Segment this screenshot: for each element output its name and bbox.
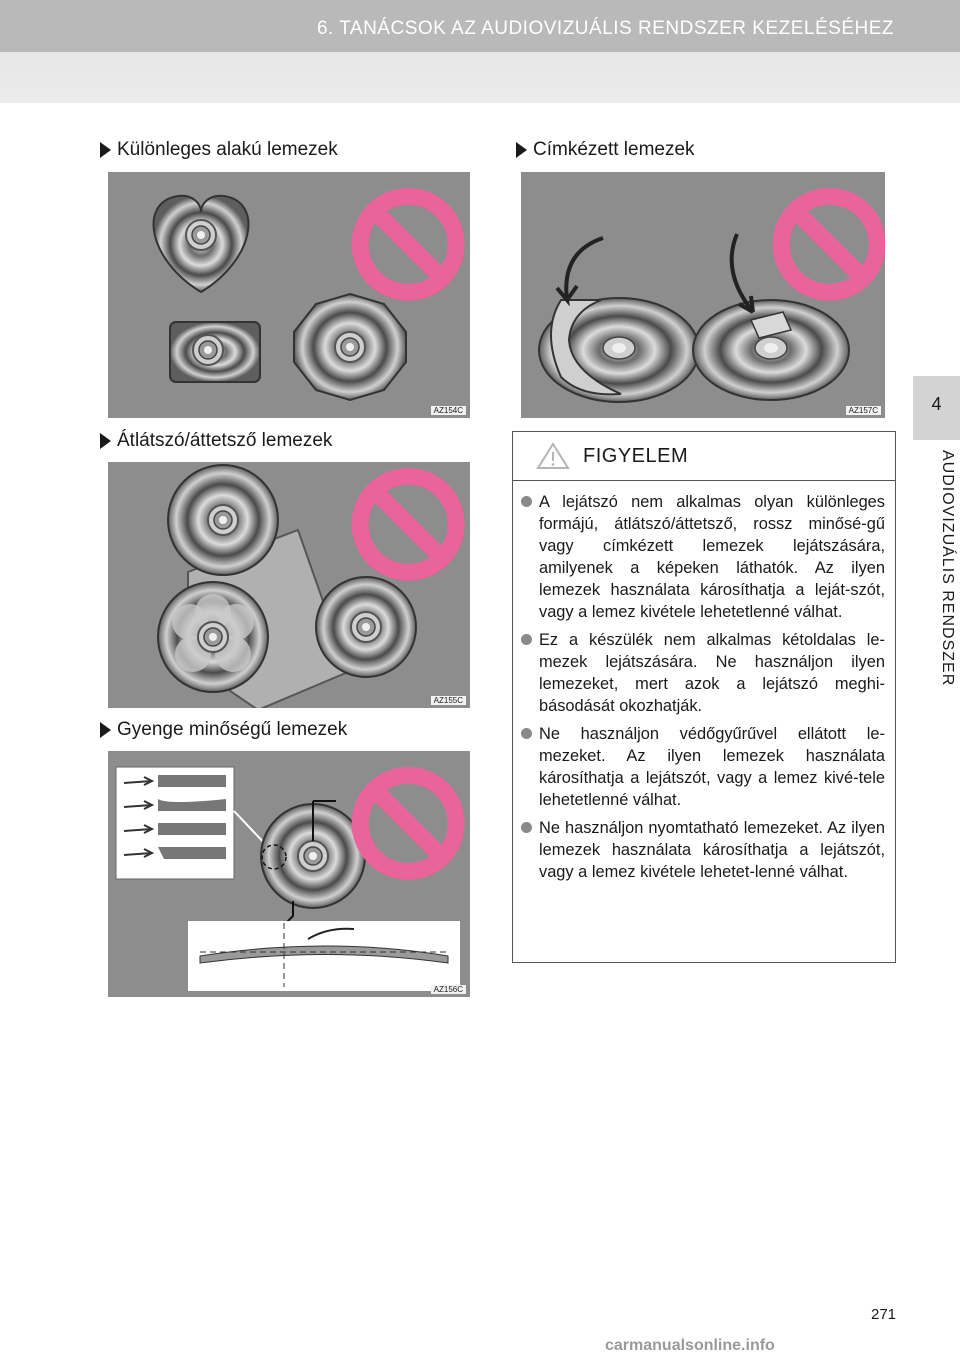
warning-item: [521, 491, 885, 623]
figure-code: AZ155C: [431, 696, 466, 705]
figure-code: AZ154C: [431, 406, 466, 415]
bullet-icon: [521, 728, 532, 739]
warning-item-text: Ez a készülék nem alkalmas kétoldalas le-mezek lejátszására. Ne használjon ilyen lemezeket, mert azok a lejátszó meghi-básodását okozhatják.: [539, 631, 885, 715]
warning-item: [521, 723, 885, 811]
heading-text: Átlátszó/áttetsző lemezek: [117, 430, 333, 451]
warning-box: [512, 431, 896, 963]
warning-item-text: A lejátszó nem alkalmas olyan különleges formájú, átlátszó/áttetsző, rossz minősé-gű vagy címkézett lemezek lejátszására, amilyenek a képeken láthatók. Az ilyen lemezek használata károsíthatja a leját-szót, vagy a lemez kivétele lehetetlenné válhat.: [539, 493, 885, 621]
illustration-transparent-discs: [108, 462, 470, 708]
illustration-labeled-discs: [521, 172, 885, 418]
page-number: 271: [871, 1306, 897, 1323]
chapter-side-label: AUDIOVIZUÁLIS RENDSZER: [939, 450, 956, 687]
warning-triangle-icon: [535, 441, 571, 471]
heading-text: Gyenge minőségű lemezek: [117, 719, 348, 740]
triangle-bullet-icon: [100, 433, 111, 449]
chapter-tab: [913, 376, 960, 440]
watermark: carmanualsonline.info: [605, 1337, 775, 1354]
heading-text: Különleges alakú lemezek: [117, 139, 338, 160]
illustration-poor-quality-discs: [108, 751, 470, 997]
section-heading-poor-quality: [100, 719, 347, 741]
bullet-icon: [521, 634, 532, 645]
bullet-icon: [521, 822, 532, 833]
chapter-title: 6. TANÁCSOK AZ AUDIOVIZUÁLIS RENDSZER KEZELÉSÉHEZ: [316, 18, 894, 39]
section-heading-transparent: [100, 430, 332, 452]
prohibit-icon: [781, 196, 877, 292]
section-heading-special-shape: [100, 139, 338, 161]
chapter-number: 4: [931, 394, 942, 414]
heading-text: Címkézett lemezek: [533, 139, 695, 160]
warning-item: [521, 817, 885, 883]
warning-list: [513, 481, 895, 883]
triangle-bullet-icon: [100, 142, 111, 158]
warning-item-text: Ne használjon védőgyűrűvel ellátott le-mezeket. Az ilyen lemezek használata károsíthatja a lejátszót, vagy a lemez kivé-tele lehetetlenné válhat.: [539, 725, 885, 809]
warning-header: [513, 432, 895, 481]
illustration-special-shape-discs: [108, 172, 470, 418]
header-band: [0, 0, 960, 103]
warning-title: FIGYELEM: [583, 444, 689, 467]
triangle-bullet-icon: [100, 722, 111, 738]
bullet-icon: [521, 496, 532, 507]
figure-code: AZ157C: [846, 406, 881, 415]
warning-item: [521, 629, 885, 717]
triangle-bullet-icon: [516, 142, 527, 158]
figure-code: AZ156C: [431, 985, 466, 994]
prohibit-icon: [360, 196, 456, 292]
prohibit-icon: [360, 476, 456, 572]
warning-item-text: Ne használjon nyomtatható lemezeket. Az ilyen lemezek használata károsíthatja a lejátszót, vagy a lemez kivétele lehetet-lenné válhat.: [539, 819, 885, 881]
prohibit-icon: [360, 775, 456, 871]
section-heading-labeled: [516, 139, 695, 161]
